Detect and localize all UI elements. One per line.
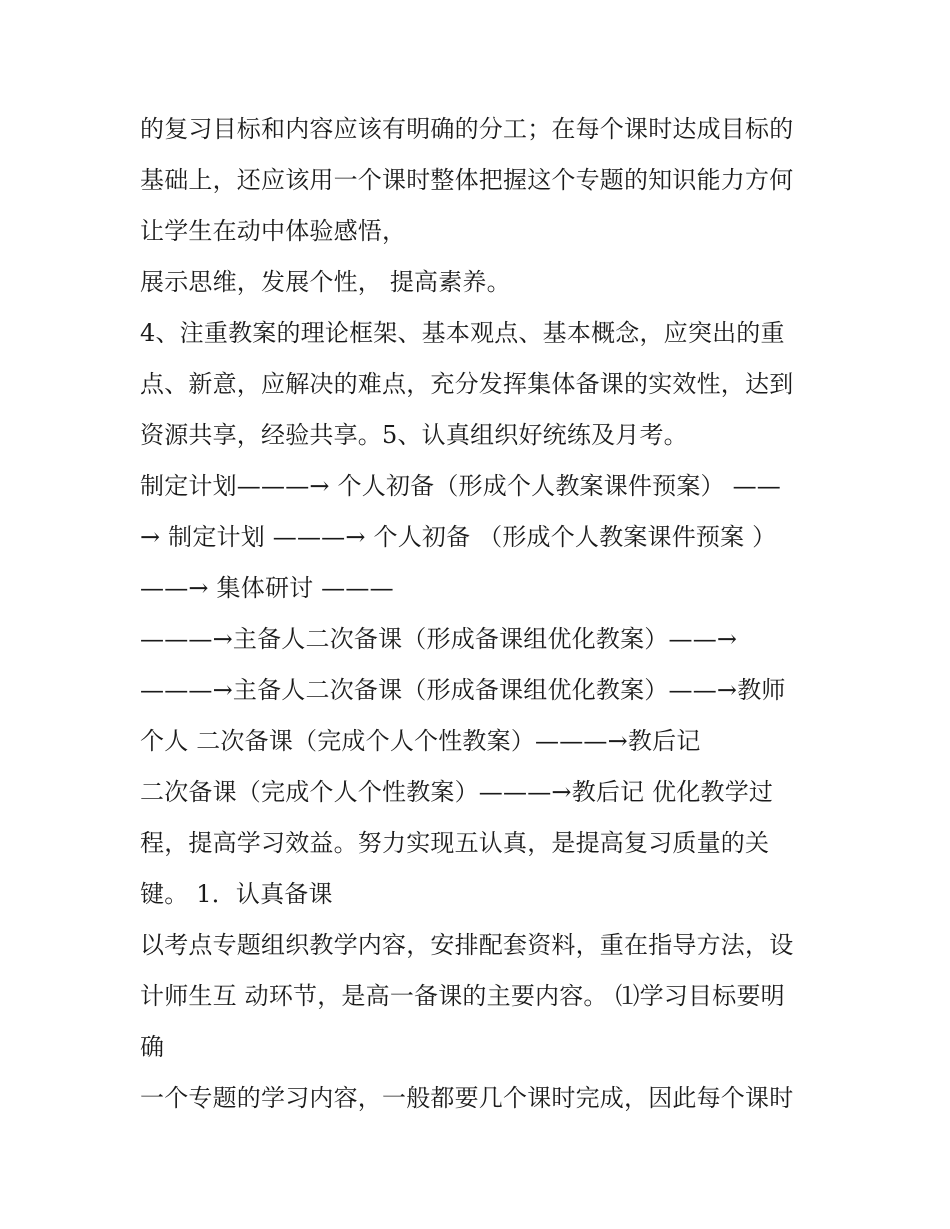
text-line-2: 基础上，还应该用一个课时整体把握这个专题的知识能力方何: [140, 166, 794, 194]
text-line-1: 的复习目标和内容应该有明确的分工；在每个课时达成目标的: [140, 115, 794, 143]
text-line-20: 一个专题的学习内容，一般都要几个课时完成，因此每个课时: [140, 1084, 794, 1112]
text-line-11: ———→主备人二次备课（形成备课组优化教案）——→: [140, 625, 738, 653]
body-text: [140, 104, 830, 1124]
text-line-16: 键。 1．认真备课: [140, 880, 333, 908]
text-line-3: 让学生在动中体验感悟，: [140, 217, 407, 245]
text-line-9: → 制定计划 ———→ 个人初备 （形成个人教案课件预案 ）: [140, 523, 777, 551]
text-line-6: 点、新意，应解决的难点，充分发挥集体备课的实效性，达到: [140, 370, 794, 398]
text-line-19: 确: [140, 1033, 165, 1061]
text-line-4: 展示思维，发展个性， 提高素养。: [140, 268, 511, 296]
text-line-8: 制定计划———→ 个人初备（形成个人教案课件预案） ——: [140, 472, 781, 500]
text-line-5: 4、注重教案的理论框架、基本观点、基本概念，应突出的重: [140, 319, 785, 347]
text-line-10: ——→ 集体研讨 ———: [140, 574, 394, 602]
text-line-13: 个人 二次备课（完成个人个性教案）———→教后记: [140, 727, 701, 755]
text-line-14: 二次备课（完成个人个性教案）———→教后记 优化教学过: [140, 778, 774, 806]
text-line-7: 资源共享，经验共享。5、认真组织好统练及月考。: [140, 421, 688, 449]
text-line-18: 计师生互 动环节，是高一备课的主要内容。 ⑴学习目标要明: [140, 982, 785, 1010]
text-line-12: ———→主备人二次备课（形成备课组优化教案）——→教师: [140, 676, 786, 704]
text-line-17: 以考点专题组织教学内容，安排配套资料，重在指导方法，设: [140, 931, 794, 959]
text-line-15: 程，提高学习效益。努力实现五认真，是提高复习质量的关: [140, 829, 770, 857]
